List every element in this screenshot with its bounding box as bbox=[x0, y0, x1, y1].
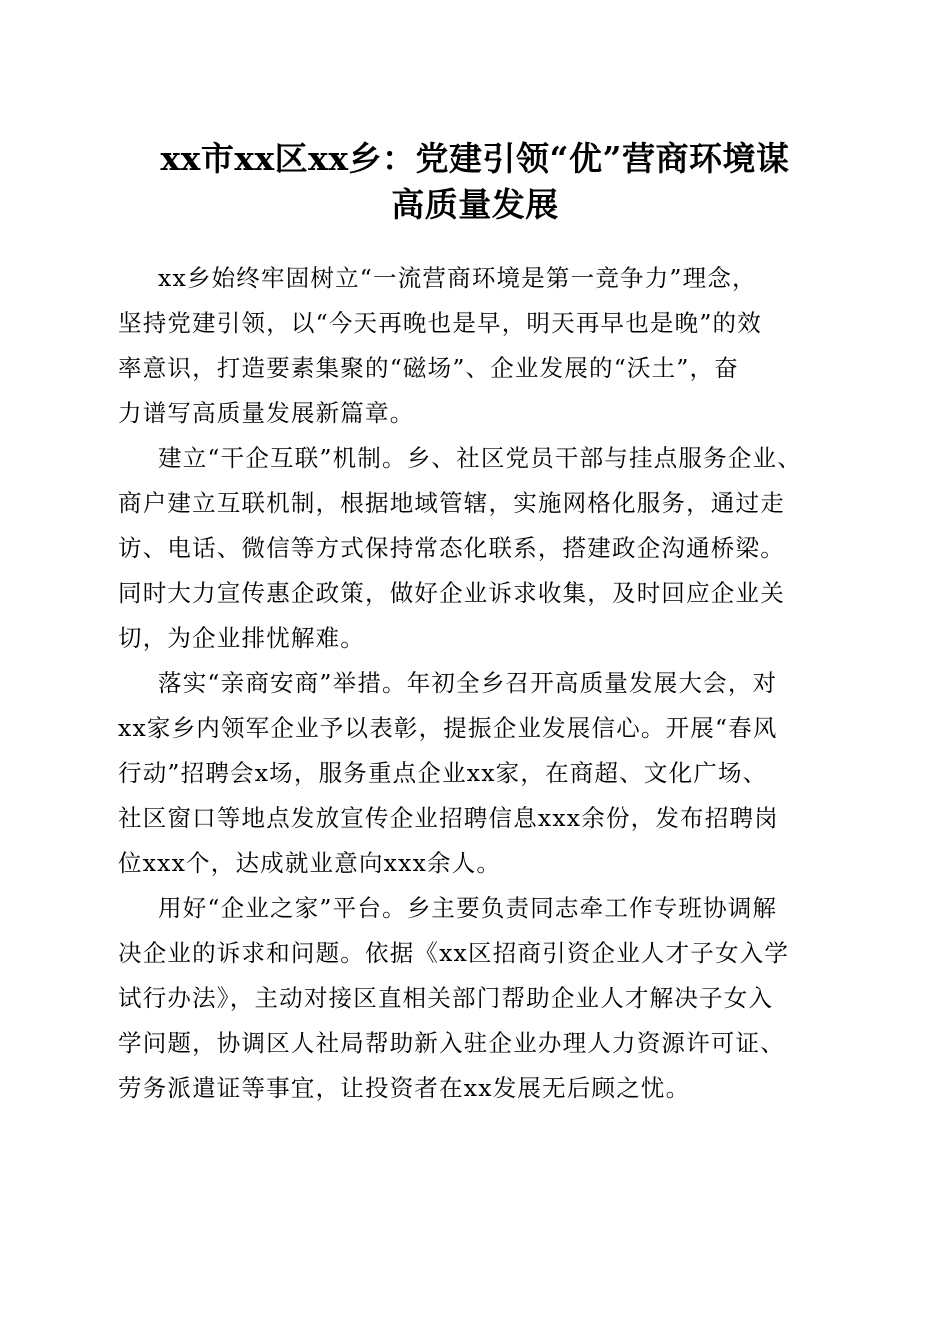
paragraph-line: 社区窗口等地点发放宣传企业招聘信息xxx余份，发布招聘岗 bbox=[118, 804, 779, 832]
document-title bbox=[110, 136, 840, 228]
paragraph-line: 落实“亲商安商”举措。年初全乡召开高质量发展大会，对 bbox=[158, 669, 778, 697]
paragraph-line: 决企业的诉求和问题。依据《xx区招商引资企业人才子女入学 bbox=[118, 939, 790, 967]
paragraph-line: 同时大力宣传惠企政策，做好企业诉求收集，及时回应企业关 bbox=[118, 579, 785, 607]
document-body bbox=[118, 256, 838, 1111]
paragraph-line: xx乡始终牢固树立“一流营商环境是第一竞争力”理念， bbox=[158, 264, 757, 292]
paragraph-pro-business bbox=[118, 661, 838, 886]
title-line: xx市xx区xx乡：党建引领“优”营商环境谋 bbox=[160, 139, 790, 178]
paragraph-line: 学问题，协调区人社局帮助新入驻企业办理人力资源许可证、 bbox=[118, 1029, 785, 1057]
paragraph-line: 率意识，打造要素集聚的“磁场”、企业发展的“沃土”，奋 bbox=[118, 354, 739, 382]
paragraph-line: 力谱写高质量发展新篇章。 bbox=[118, 399, 415, 427]
paragraph-line: 切，为企业排忧解难。 bbox=[118, 624, 365, 652]
paragraph-line: 劳务派遣证等事宜，让投资者在xx发展无后顾之忧。 bbox=[118, 1074, 691, 1102]
paragraph-line: xx家乡内领军企业予以表彰，提振企业发展信心。开展“春风 bbox=[118, 714, 778, 742]
paragraph-line: 建立“干企互联”机制。乡、社区党员干部与挂点服务企业、 bbox=[158, 444, 802, 472]
paragraph-enterprise-link bbox=[118, 436, 838, 661]
title-line: 高质量发展 bbox=[391, 185, 559, 224]
paragraph-line: 行动”招聘会x场，服务重点企业xx家，在商超、文化广场、 bbox=[118, 759, 768, 787]
paragraph-line: 坚持党建引领，以“今天再晚也是早，明天再早也是晚”的效 bbox=[118, 309, 762, 337]
paragraph-line: 商户建立互联机制，根据地域管辖，实施网格化服务，通过走 bbox=[118, 489, 785, 517]
paragraph-line: 访、电话、微信等方式保持常态化联系，搭建政企沟通桥梁。 bbox=[118, 534, 785, 562]
paragraph-intro bbox=[118, 256, 838, 436]
paragraph-line: 用好“企业之家”平台。乡主要负责同志牵工作专班协调解 bbox=[158, 894, 778, 922]
paragraph-line: 试行办法》，主动对接区直相关部门帮助企业人才解决子女入 bbox=[118, 984, 774, 1012]
paragraph-enterprise-home bbox=[118, 886, 838, 1111]
paragraph-line: 位xxx个，达成就业意向xxx余人。 bbox=[118, 849, 502, 877]
